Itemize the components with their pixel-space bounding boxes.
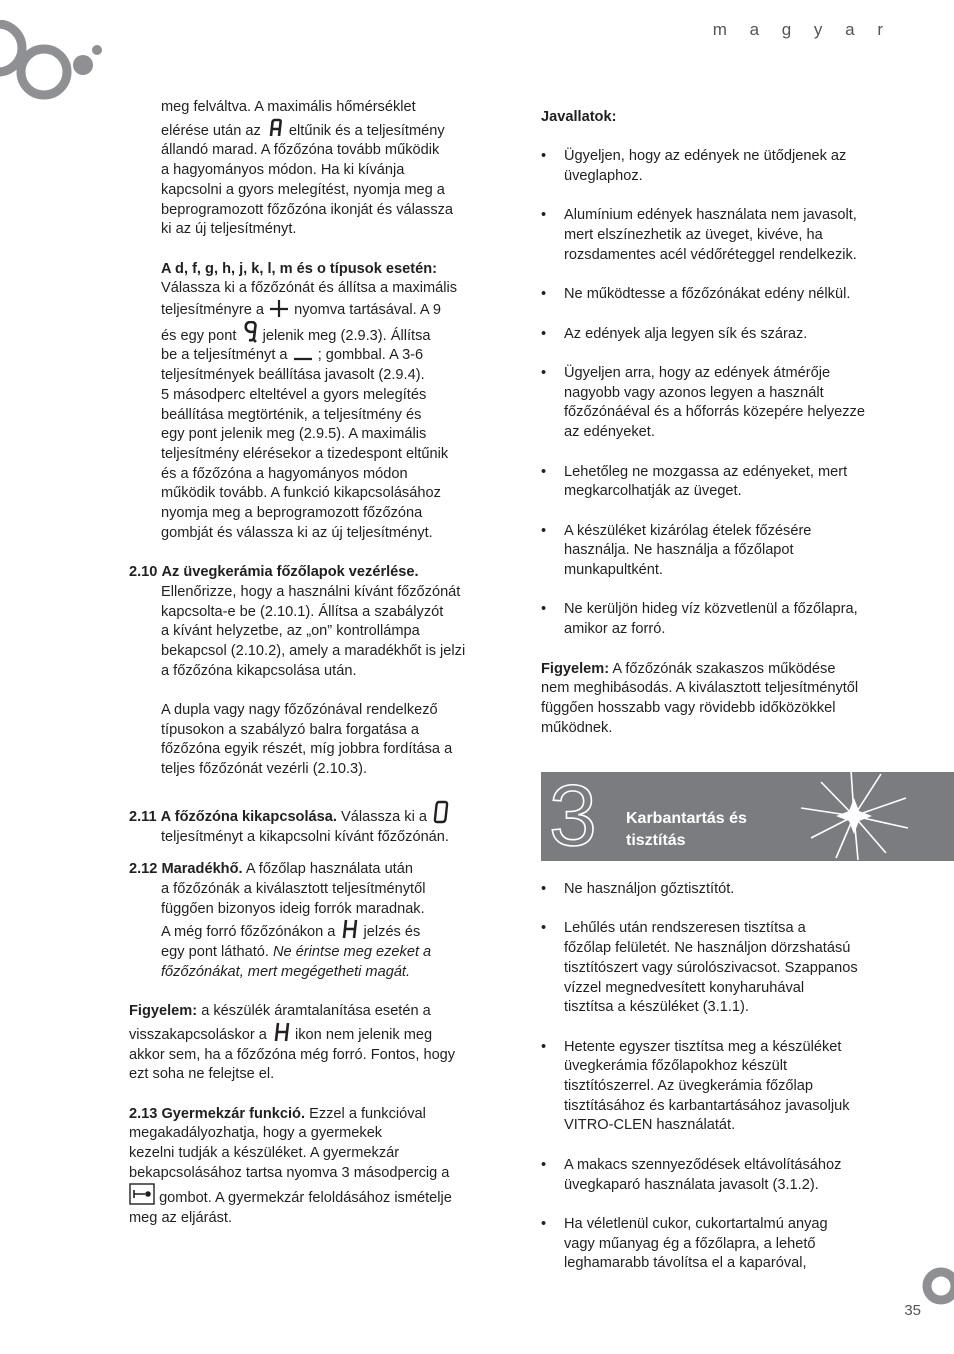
brand-circles-logo [0,20,110,105]
residual-heat-h-icon [271,1022,291,1042]
list-item: • Ügyeljen, hogy az edények ne ütődjenek az üveglaphoz. [541,147,893,186]
language-label: m a g y a r [712,20,892,39]
warning-power-off: Figyelem: a készülék áramtalanítása esetén a visszakapcsoláskor a ikon nem jelenik meg akkor sem, ha a főzőzóna még forró. Fontos, hogy ezt soha ne felejtse el. [129,1003,456,1083]
paragraph-fast-heating: meg felváltva. A maximális hőmérséklet elérése után az eltűnik és a teljesítmény állandó marad. A főzőzóna tovább működik a hagyományos módon. Ha ki kívánja kapcsolni a gyors melegítést, nyomja meg a beprogramozott főzőzóna ikonját és válassza ki az új teljesítményt. A d, f, g, h, j, k, l, m és o típusok esetén: Válassza ki a főzőzónát és állítsa a maximális teljesítményre a nyomva tartásával. A 9 és egy pont jelenik meg (2.9.3). Állítsa be a teljesítményt a ; gombbal. A 3-6 teljesítmények beállítása javasolt (2.9.4). 5 másodperc elteltével a gyors melegítés beállítása megtörténik, a teljesítmény és egy pont jelenik meg (2.9.5). A maximális teljesítmény elérésekor a tizedespont eltűnik és a főzőzóna a hagyományos módon működik tovább. A funkció kikapcsolásához nyomja meg a beprogramozott főzőzóna gombját és válassza ki az új teljesítményt. [161,99,458,541]
sparkle-icon [796,768,916,863]
list-item: • A makacs szennyeződések eltávolításához üvegkaparó használata javasolt (3.1.2). [541,1156,893,1195]
list-item: • Lehetőleg ne mozgassa az edényeket, mert megkarcolhatják az üveget. [541,463,893,502]
section-2-10: 2.10 Az üvegkerámia főzőlapok vezérlése. Ellenőrizze, hogy a használni kívánt főzőzónát kapcsolta-e be (2.10.1). Állítsa a szabályzót a kívánt helyzetbe, az „on” kontrollámpa bekapcsol (2.10.2), amely a maradékhőt is jelzi a főzőzóna kikapcsolása után. A dupla vagy nagy főzőzónával rendelkező típusokon a szabályzó balra forgatása a főzőzóna egyik részét, míg jobbra fordítása a teljes főzőzónát vezérli (2.10.3). [129,564,466,778]
section-3-header [541,768,954,864]
section-2-12: 2.12 Maradékhő. A főzőlap használata után a főzőzónák a kiválasztott teljesítménytől függően bizonyos ideig forrók maradnak. A még forró főzőzónákon a jelzés és egy pont látható. Ne érintse meg ezeket a főzőzónákat, mert megégetheti magát. [129,861,432,980]
maintenance-list [541,880,893,1274]
warning-intermittent: Figyelem: A főzőzónák szakaszos működése nem meghibásodás. A kiválasztott teljesítménytől függően hosszabb vagy rövidebb időközökkel működnek. [541,660,859,736]
left-column [129,98,489,1229]
page-number: 35 [904,1302,921,1319]
corner-circle-decoration [921,1266,954,1306]
section-number: 3 [549,768,597,864]
list-item: • Ne működtesse a főzőzónákat edény nélkül. [541,285,893,305]
recommendations-heading: Javallatok: [541,109,617,125]
list-item: • Ne használjon gőztisztítót. [541,880,893,900]
list-item: • Lehűlés után rendszeresen tisztítsa a főzőlap felületét. Ne használjon dörzshatású tisztítószert vagy súrolószivacsot. Szappanos vízzel megnedvesített konyharuhával tisztítsa a készüléket (3.1.1). [541,919,893,1018]
minus-icon [292,346,314,362]
child-lock-key-icon [129,1183,155,1205]
section-2-11: 2.11 A főzőzóna kikapcsolása. Válassza ki a teljesítményt a kikapcsolni kívánt főzőzónán. [129,800,489,848]
list-item: • Hetente egyszer tisztítsa meg a készüléket üvegkerámia főzőlapokhoz készült tisztítószerrel. Az üvegkerámia főzőlap tisztításához és karbantartásához javasoljuk VITRO-CLEN használatát. [541,1038,893,1137]
list-item: • Ha véletlenül cukor, cukortartalmú anyag vagy műanyag ég a főzőlapra, a lehető leghamarabb távolítsa el a kaparóval, [541,1215,893,1274]
section-2-13: 2.13 Gyermekzár funkció. Ezzel a funkcióval megakadályozhatja, hogy a gyermekek kezelni tudják a készüléket. A gyermekzár bekapcsolásához tartsa nyomva 3 másodpercig a gombot. A gyermekzár feloldásához ismételje meg az eljárást. [129,1105,452,1227]
section-title: Karbantartás és tisztítás [626,810,747,849]
residual-heat-h-icon [339,919,359,939]
digit-nine-display-icon [241,321,259,343]
letter-a-display-icon [265,118,285,138]
list-item: • Alumínium edények használata nem javasolt, mert elszínezhetik az üveget, kivéve, ha rozsdamentes acél védőréteggel rendelkezik. [541,206,893,265]
list-item: • Ügyeljen arra, hogy az edények átmérője nagyobb vagy azonos legyen a használt főzőzónáéval és a hőforrás közepére helyezze az edényeket. [541,364,893,443]
plus-icon [268,299,290,317]
digit-zero-display-icon [431,800,451,824]
list-item: • Ne kerüljön hideg víz közvetlenül a főzőlapra, amikor az forró. [541,600,893,639]
list-item: • Az edények alja legyen sík és száraz. [541,325,893,345]
right-column [541,108,893,738]
list-item: • A készüléket kizárólag ételek főzésére használja. Ne használja a főzőlapot munkapultként. [541,522,893,581]
